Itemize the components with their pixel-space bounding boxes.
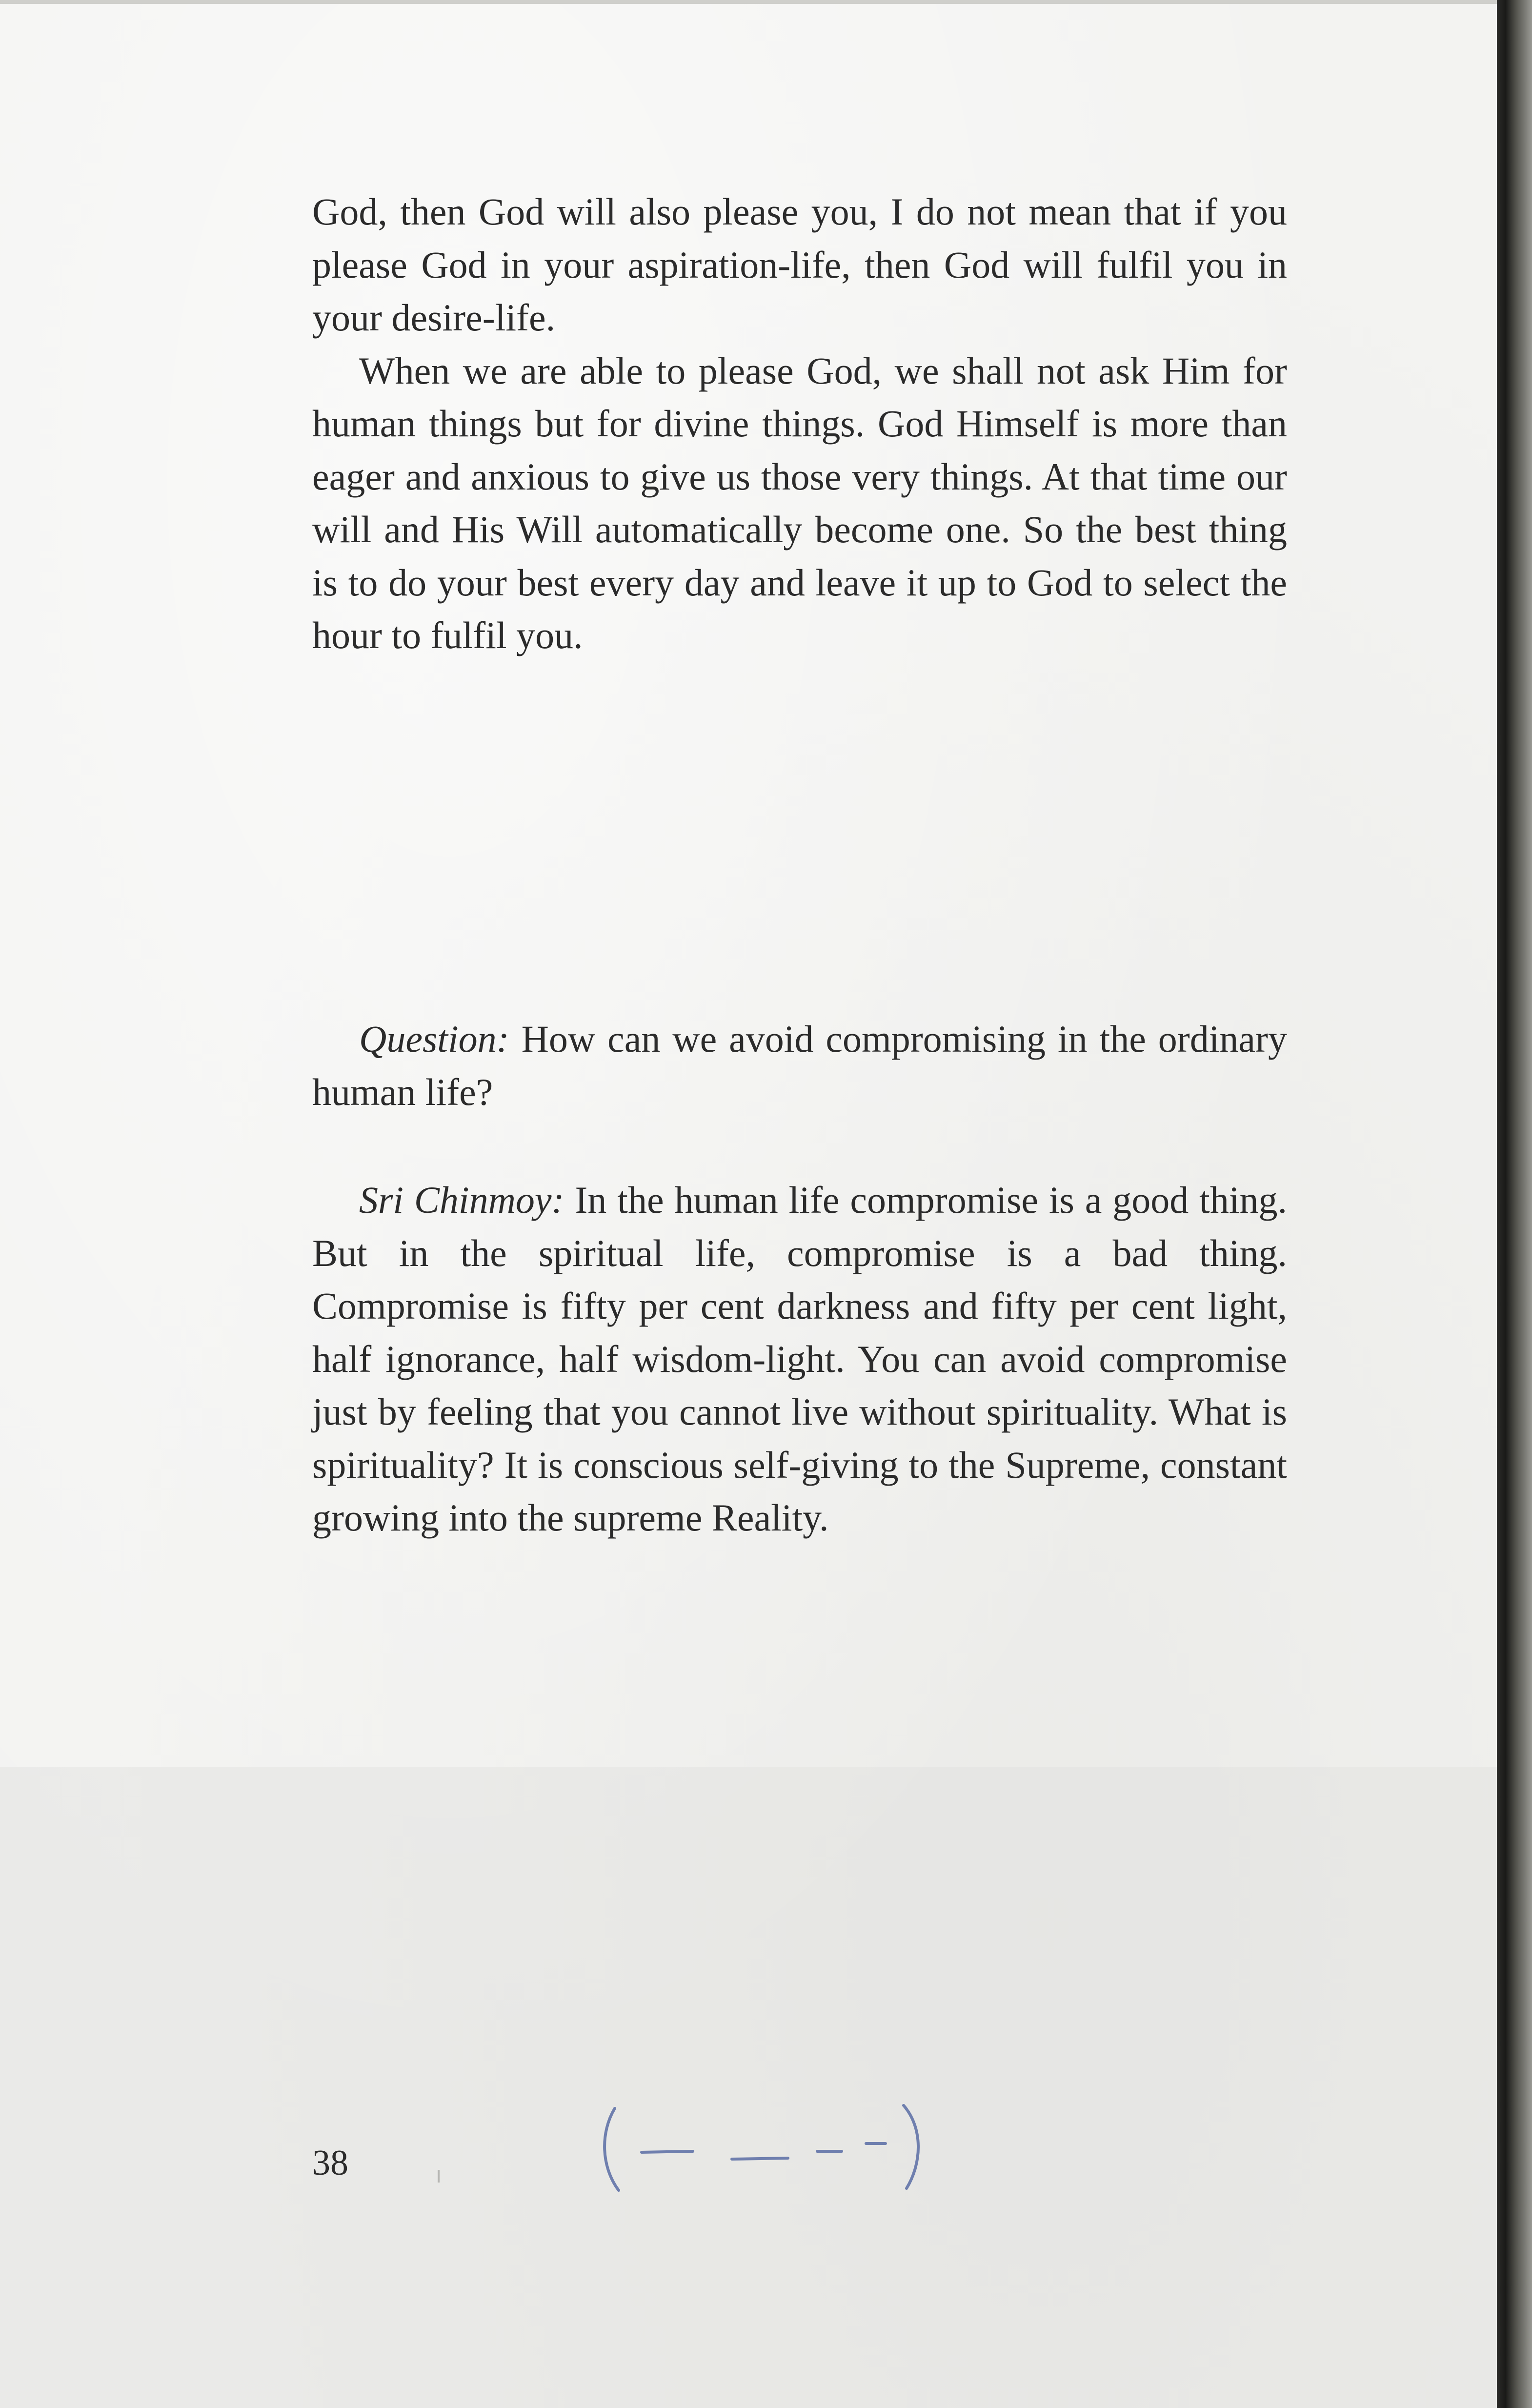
- small-pencil-tick: [438, 2170, 440, 2183]
- answer-text: In the human life compromise is a good thing. But in the spiritual life, compromise is a bad thing. Compromise is fifty per cent darkness and fifty per cent light, half ignorance, half wisdom-light. You can avoid compromise just by feeling that you cannot live without spirituality. What is spirituality? It is conscious self-giving to the Supreme, constant growing into the supreme Reality.: [312, 1179, 1288, 1539]
- paragraph-please-god: When we are able to please God, we shall not ask Him for human things but for divine things. God Himself is more than eager and anxious to give us those very things. At that time our will and His Will automatically become one. So the best thing is to do your best every day and leave it up to God to select the hour to fulfil you.: [312, 349, 1287, 656]
- question-label: Question:: [359, 1018, 509, 1060]
- question-block: [312, 1013, 1287, 1119]
- page-number: 38: [312, 2143, 348, 2183]
- page-lower-shading: [0, 1767, 1497, 2408]
- page-top-edge: [0, 0, 1497, 4]
- answer-speaker-label: Sri Chinmoy:: [359, 1179, 564, 1221]
- question-paragraph: [312, 1013, 1287, 1119]
- answer-paragraph: [312, 1174, 1287, 1545]
- body-text-top: [312, 185, 1287, 662]
- answer-block: [312, 1174, 1287, 1545]
- handwritten-pen-mark: [595, 2099, 961, 2196]
- question-text: How can we avoid compromising in the ordinary human life?: [312, 1018, 1288, 1113]
- paragraph-continued: God, then God will also please you, I do not mean that if you please God in your aspiration-life, then God will fulfil you in your desire-life.: [312, 190, 1287, 339]
- scan-right-border: [1497, 0, 1532, 2408]
